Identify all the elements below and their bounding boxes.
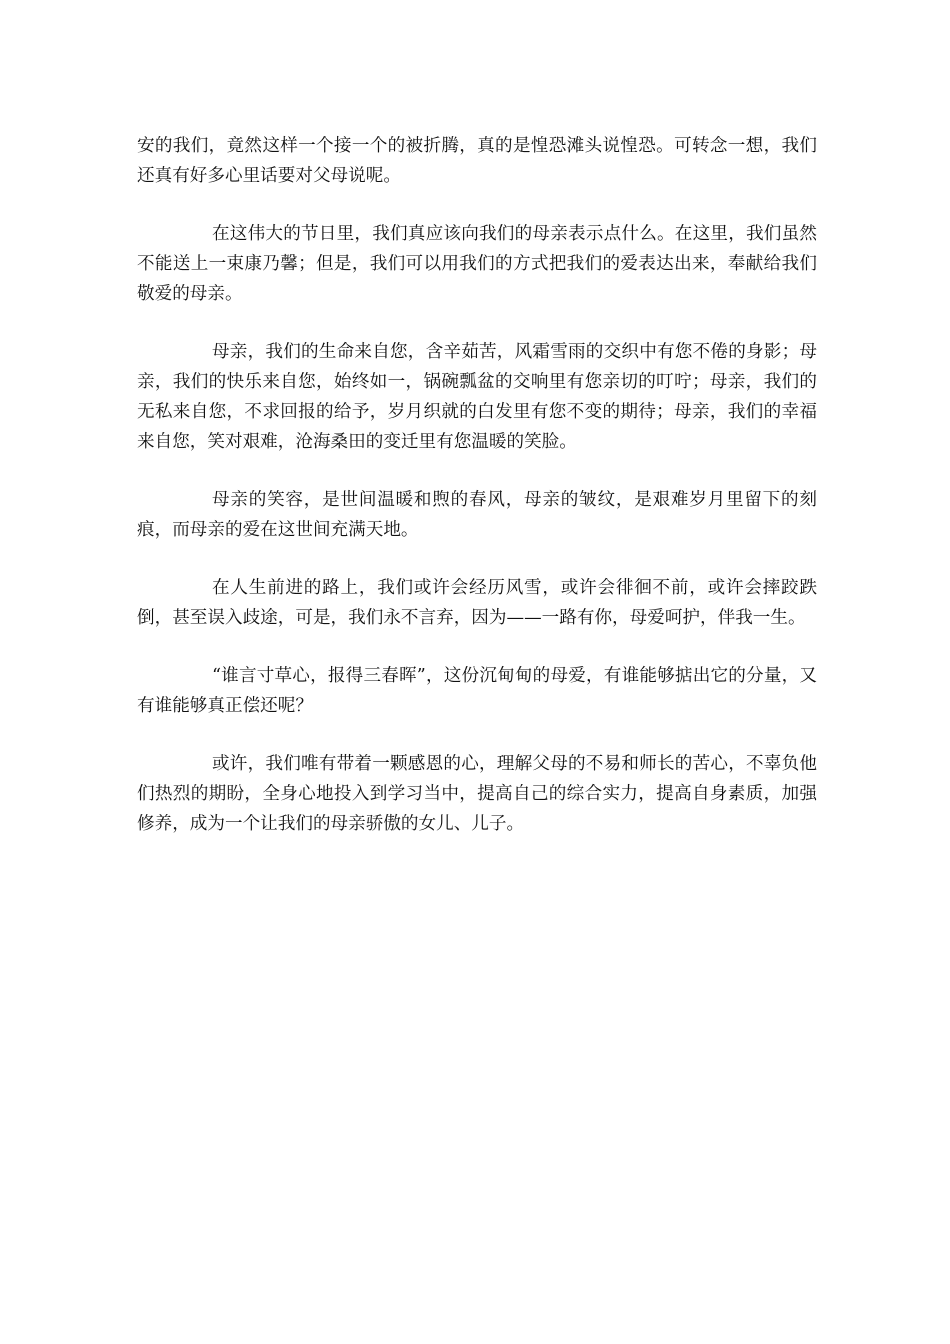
paragraph: 在这伟大的节日里，我们真应该向我们的母亲表示点什么。在这里，我们虽然不能送上一束康乃馨；但是，我们可以用我们的方式把我们的爱表达出来，奉献给我们敬爱的母亲。: [137, 224, 817, 304]
paragraph: 母亲的笑容，是世间温暖和煦的春风，母亲的皱纹，是艰难岁月里留下的刻痕，而母亲的爱在这世间充满天地。: [137, 490, 817, 540]
paragraph: 母亲，我们的生命来自您，含辛茹苦，风霜雪雨的交织中有您不倦的身影；母亲，我们的快乐来自您，始终如一，锅碗瓢盆的交响里有您亲切的叮咛；母亲，我们的无私来自您，不求回报的给予，岁月织就的白发里有您不变的期待；母亲，我们的幸福来自您，笑对艰难，沧海桑田的变迁里有您温暖的笑脸。: [137, 342, 817, 452]
document-body: [137, 131, 817, 867]
paragraph-quote: “谁言寸草心，报得三春晖”，这份沉甸甸的母爱，有谁能够掂出它的分量，又有谁能够真正偿还呢？: [137, 666, 817, 716]
paragraph: 在人生前进的路上，我们或许会经历风雪，或许会徘徊不前，或许会摔跤跌倒，甚至误入歧途，可是，我们永不言弃，因为——一路有你，母爱呵护，伴我一生。: [137, 578, 817, 628]
paragraph-continued: 安的我们，竟然这样一个接一个的被折腾，真的是惶恐滩头说惶恐。可转念一想，我们还真有好多心里话要对父母说呢。: [137, 136, 817, 186]
paragraph: 或许，我们唯有带着一颗感恩的心，理解父母的不易和师长的苦心，不辜负他们热烈的期盼，全身心地投入到学习当中，提高自己的综合实力，提高自身素质，加强修养，成为一个让我们的母亲骄傲的女儿、儿子。: [137, 754, 817, 834]
